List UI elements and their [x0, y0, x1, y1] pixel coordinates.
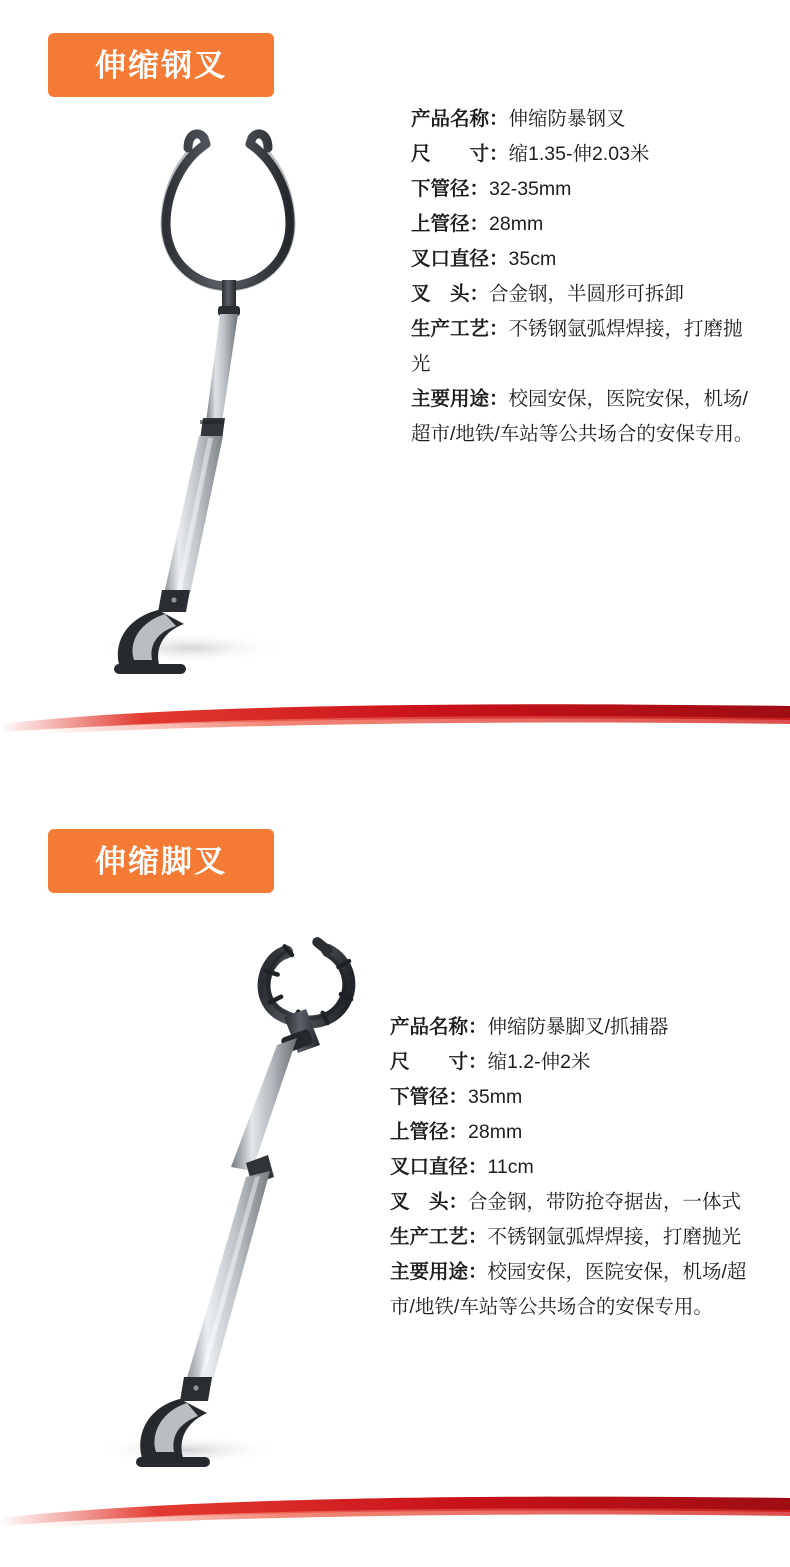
spec-value: 合金钢，半圆形可拆卸	[489, 283, 685, 305]
spec-label: 尺 寸：	[390, 1051, 488, 1073]
spec-label: 产品名称：	[390, 1016, 488, 1038]
spec-value: 缩1.2-伸2米	[487, 1051, 591, 1073]
spec-value: 35cm	[508, 248, 557, 270]
spec-list-1	[411, 102, 756, 452]
spec-row	[411, 207, 756, 242]
spec-row	[390, 1255, 770, 1325]
spec-row	[390, 1115, 770, 1150]
spec-value: 伸缩防暴脚叉/抓捕器	[487, 1016, 669, 1038]
spec-value: 不锈钢氩弧焊焊接，打磨抛光	[411, 318, 743, 375]
spec-label: 产品名称：	[411, 108, 509, 130]
spec-list-2	[390, 1010, 770, 1325]
spec-label: 上管径：	[390, 1121, 469, 1143]
spec-row	[390, 1185, 770, 1220]
spec-row	[390, 1010, 770, 1045]
spec-label: 尺 寸：	[411, 143, 509, 165]
spec-label: 叉 头：	[390, 1191, 469, 1213]
telescopic-steel-fork-illustration	[70, 120, 410, 680]
section-title-text: 伸缩钢叉	[95, 47, 227, 83]
spec-label: 主要用途：	[411, 388, 509, 410]
spec-value: 校园安保，医院安保，机场/超市/地铁/车站等公共场合的安保专用。	[390, 1261, 747, 1318]
spec-value: 合金钢，带防抢夺据齿，一体式	[468, 1191, 742, 1213]
spec-row	[411, 102, 756, 137]
spec-value: 校园安保，医院安保，机场/超市/地铁/车站等公共场合的安保专用。	[411, 388, 754, 445]
spec-label: 生产工艺：	[411, 318, 509, 340]
spec-row	[390, 1220, 770, 1255]
spec-row	[411, 242, 756, 277]
spec-label: 下管径：	[411, 178, 490, 200]
spec-label: 上管径：	[411, 213, 490, 235]
spec-row	[411, 312, 756, 382]
section-divider-2	[0, 1490, 790, 1530]
spec-row	[411, 382, 756, 452]
spec-value: 28mm	[489, 213, 544, 235]
spec-label: 叉口直径：	[390, 1156, 488, 1178]
spec-value: 伸缩防暴钢叉	[508, 108, 626, 130]
spec-value: 35mm	[468, 1086, 523, 1108]
spec-label: 生产工艺：	[390, 1226, 488, 1248]
spec-row	[390, 1150, 770, 1185]
spec-label: 叉 头：	[411, 283, 490, 305]
section-divider-1	[0, 700, 790, 740]
spec-row	[390, 1080, 770, 1115]
section-title-badge-1	[48, 33, 274, 97]
spec-label: 叉口直径：	[411, 248, 509, 270]
spec-row	[390, 1045, 770, 1080]
spec-row	[411, 172, 756, 207]
spec-value: 32-35mm	[489, 178, 572, 200]
spec-value: 缩1.35-伸2.03米	[508, 143, 650, 165]
spec-row	[411, 277, 756, 312]
spec-row	[411, 137, 756, 172]
section-title-text: 伸缩脚叉	[95, 843, 227, 879]
section-title-badge-2	[48, 829, 274, 893]
spec-label: 主要用途：	[390, 1261, 488, 1283]
telescopic-foot-fork-illustration	[70, 905, 400, 1475]
spec-value: 不锈钢氩弧焊焊接，打磨抛光	[487, 1226, 742, 1248]
spec-value: 28mm	[468, 1121, 523, 1143]
spec-value: 11cm	[487, 1156, 534, 1178]
spec-label: 下管径：	[390, 1086, 469, 1108]
